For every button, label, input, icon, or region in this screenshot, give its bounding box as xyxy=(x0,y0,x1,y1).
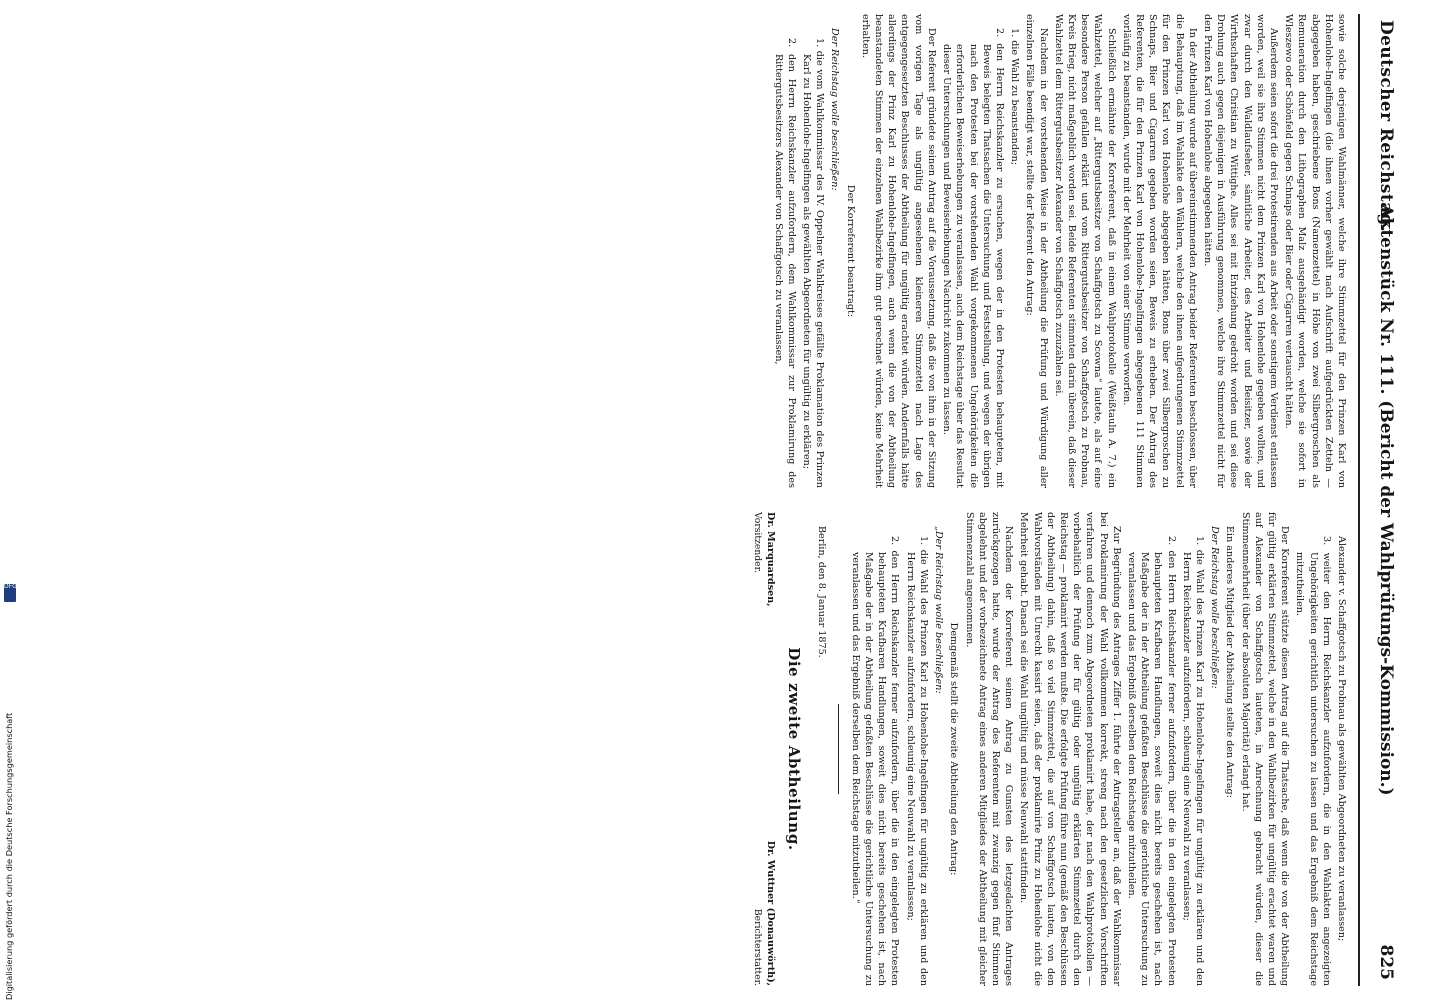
paragraph: Außerdem seien sofort die drei Protestirenden aus Arbeit oder sonstigem Verdienst entlassen worden, weil sie ihre Stimmen nicht dem Prinzen Karl von Hohenlohe gegeben wollten, und zwar durch den Waldlaufseher, sämtliche Arbeiter, des Arbeiter und Beisitzer, sowie der Wirthschaften Christian zu Wittighe. Alles sei mit Entziehung gedroht worden und sei diese Drohung auch gegen diejenigen in Ausführung genommen, welche ihre Stimmzettel nicht für den Prinzen Karl von Hohenlohe abgegeben hätten. xyxy=(1201,14,1279,488)
list-item: 2. den Herrn Reichskanzler aufzufordern, dem Wahlkommissar zur Proklamirung des Rittergutsbesitzers Alexander von Schaffgotsch zu veranlassen, xyxy=(772,38,797,488)
paragraph: Der Korreferent stützte diesen Antrag auf die Thatsache, daß wenn die von der Abtheilung für gültig erklärten Stimmzettel, welche in den Wahlbezirken für ungültig erachtet waren und auf Alexander von Schaffgotsch lauteten, in Anrechnung gebracht würden, dieser die Stimmenmehrheit (über der absoluten Majorität) erlangt hat. xyxy=(1239,512,1291,986)
header-page-number: 825 xyxy=(1376,944,1396,980)
signature-block xyxy=(751,512,777,986)
section-heading: Die zweite Abtheilung. xyxy=(785,647,804,851)
list-item: Alexander v. Schaffgotsch zu Probnau als gewählten Abgeordneten zu veranlassen; xyxy=(1336,536,1347,942)
paragraph: Der Referent gründete seinen Antrag auf die Voraussetzung, daß die von ihm in der Sitzung vom vorigen Tage als ungültig angesehenen kleineren Stimmzettel nach Lage des entgegengesetzten Beschlusses der Abtheilung für ungültig erachtet würden. Andernfalls hätte allerdings der Prinz Karl zu Hohenlohe-Ingelfingen, auch wenn die von der Abtheilung beanstandeten Stimmen der einzelnen Wahlbezirke ihm gut gerechnet würden, keine Mehrheit erhalten. xyxy=(859,14,937,488)
section-divider xyxy=(838,704,839,794)
header-center xyxy=(1376,14,1396,986)
paragraph: Zur Begründung des Antrages Ziffer 1. führte der Antragsteller an, daß der Wahlkommissar bei Proklamirung der Wahl vollkommen korrekt, streng nach den gesetzlichen Vorschriften verfahren und dennoch zum Abgeordneten proklamirt habe, der nach den Wahlprotokollen — vorbehaltlich der Prüfung der für gültig oder ungültig erklärten Stimmzettel durch den Reichstag — proklamirt werden mußte. Die erfolgte Prüfung führe nun (gemäß den Beschlüssen der Abtheilung) dahin, daß so viel Stimmzettel, die auf von Schaffgotsch lauten, von den Wahlvorständen mit Unrecht kassirt seien, daß der proklamirte Prinz zu Hohenlohe nicht die Mehrheit gehabt. Danach sei die Wahl ungültig und müsse Neuwahl stattfinden. xyxy=(1018,512,1122,986)
signature-right xyxy=(751,841,777,986)
paragraph: „Der Reichstag wolle beschließen: xyxy=(933,526,945,694)
dfg-logo xyxy=(4,584,16,602)
paragraph: Ein anderes Mitglied der Abtheilung stellte den Antrag: xyxy=(1224,526,1236,798)
right-column xyxy=(28,512,1348,986)
list-item: 3. weiter den Herrn Reichskanzler aufzufordern, die in den Wahlakten angezeigten Ungehörigkeiten gerichtlich untersuchen zu lassen und das Ergebniß dem Reichstage mitzutheilen. xyxy=(1294,536,1332,986)
page-content xyxy=(4,14,1412,986)
paragraph: Der Reichstag wolle beschließen: xyxy=(829,28,841,191)
list-item: 2. den Herrn Reichskanzler ferner aufzufordern, über die in den eingelegten Protesten behaupteten Krafbaren Handlungen, soweit dies nicht bereits geschehen ist, nach Maßgabe der in der Abtheilung gefaßten Beschlüsse die gerichtliche Untersuchung zu veranlassen und das Ergebniß derselben dem Reichstage mitzutheilen.“ xyxy=(849,536,901,986)
signature-left-role: Vorsitzender. xyxy=(752,512,764,573)
list-item: 1. die Wahl zu beanstanden; xyxy=(1009,28,1021,166)
list-item: 1. die Wahl des Prinzen Karl zu Hohenlohe-Ingelfingen für ungültig zu erklären und den Herrn Reichskanzler aufzufordern, schleunig eine Neuwahl zu veranlassen; xyxy=(1180,536,1205,986)
dfg-logo-text: DFG xyxy=(4,583,17,590)
paragraph: In der Abtheilung wurde auf übereinstimmenden Antrag beider Referenten beschlossen, über die Behauptung, daß im Wahlakte den Wählern, welche den ihnen aufgedrungenen Stimmzettel für den Prinzen Karl von Hohenlohe abgegeben hätten, Bons über zwei Silbergroschen zu Schnaps, Bier und Cigarren gegeben worden seien, Beweis zu erheben. Der Antrag des Referenten, die für den Prinzen Karl von Hohenlohe-Ingelfingen abgegebenen 111 Stimmen vorläufig zu beanstanden, wurde mit der Mehrheit von einer Stimme verworfen. xyxy=(1120,14,1198,488)
header-left-title: Deutscher Reichstag. xyxy=(1376,20,1396,233)
digitization-note: Digitalisierung gefördert durch die Deutsche Forschungsgemeinschaft xyxy=(4,712,14,1000)
header-commission: (Bericht der Wahlprüfungs-Kommission.) xyxy=(1376,400,1396,796)
signature-left xyxy=(751,512,777,607)
paragraph: sowie solche derjenigen Wahlmänner, welche ihre Stimmzettel für den Prinzen Karl von Hohenlohe-Ingelfingen (die ihnen vorher gewählt nach Aufschrift aufgedrückten Zetteln — abgegeben haben, geschriebene Bons (Namenzettel) in Höhe von zwei Silbergroschen als Remuneration durch den Lithographen Malz ausgehändigt worden, welche sie sofort in Wleszewo oder Schönfeld gegen Schnaps oder Bier oder Cigarren vertauscht hätten. xyxy=(1283,14,1347,488)
paragraph: Der Korreferent beantragt: xyxy=(844,184,856,318)
left-column xyxy=(28,14,1348,488)
signature-right-name: Dr. Wuttner (Donauwörth), xyxy=(765,840,777,986)
signature-right-role: Berichterstatter. xyxy=(752,908,764,986)
place-date: Berlin, den 8. Januar 1875. xyxy=(815,526,827,658)
digitization-footer xyxy=(2,583,18,1000)
signature-left-name: Dr. Marquardsen, xyxy=(765,512,777,607)
header-document-number: Aktenstück Nr. 111. xyxy=(1376,204,1396,395)
list-item: 1. die vom Wahlkommissar des IV. Oppelner Wahlkreises gefällte Proklamation des Prinzen Karl zu Hohenlohe-Ingelfingen als gewählten Abgeordneten für ungültig zu erklären; xyxy=(801,38,826,488)
page-header xyxy=(1358,14,1412,986)
paragraph: Nachdem der Korreferent seinen Antrag zu Gunsten des letzgedachten Antrages zurückgezogen hatte, wurde der Antrag des Referenten mit zwanzig gegen fünf Stimmen abgelehnt und der vorbezeichnete Antrag eines anderen Mitgliedes der Abtheilung mit gleicher Stimmenzahl angenommen. xyxy=(963,512,1015,986)
list-item: 2. den Herrn Reichskanzler ferner aufzufordern, über die in den eingelegten Protesten behaupteten Krafbaren Handlungen, soweit dies nicht bereits geschehen ist, nach Maßgabe der in der Abtheilung gefaßten Beschlüsse die gerichtliche Untersuchung zu veranlassen und das Ergebniß derselben dem Reichstage mitzutheilen. xyxy=(1125,536,1177,986)
list-item: 2. den Herrn Reichskanzler zu ersuchen, wegen der in den Protesten behaupteten, mit Beweis belegten Thatsachen die Untersuchung und Feststellung, und wegen der übrigen nach den Protesten bei der vorstehenden Wahl vorgekommenen Ungehörigkeiten die erforderlichen Beweiserhebungen zu veranlassen, auch dem Reichstage über das Resultat dieser Untersuchungen und Beweiserhebungen Nachricht zukommen zu lassen. xyxy=(941,28,1005,488)
paragraph: Demgemäß stellt die zweite Abtheilung den Antrag: xyxy=(948,622,960,876)
list-item: 1. die Wahl des Prinzen Karl zu Hohenlohe-Ingelfingen für ungültig zu erklären und den Herrn Reichskanzler aufzufordern, schleunig eine Neuwahl zu veranlassen; xyxy=(904,536,929,986)
paragraph: Der Reichstag wolle beschließen: xyxy=(1209,526,1221,689)
paragraph: Nachdem in der vorstehenden Weise in der Abtheilung die Prüfung und Würdigung aller einzelnen Fälle beendigt war, stellte der Referent den Antrag: xyxy=(1024,14,1049,488)
paragraph: Schließlich ermähnte der Korreferent, daß in einem Wahlprotokolle (Weißtauln A. 7.) ein Wahlzettel, welcher auf „Rittergutsbesitzer von Schaffgotsch zu Scowna“ lautete, als auf eine besondere Person gefallen erklärt und vom Rittergutsbesitzer von Schaffgotsch zu Probnau, Kreis Brieg, nicht maßgeblich worden sei. Beide Referenten stimmten darin überein, daß dieser Wahlzettel dem Rittergutsbesitzer Alexander von Schaffgotsch zuzuzählen sei. xyxy=(1052,14,1117,488)
